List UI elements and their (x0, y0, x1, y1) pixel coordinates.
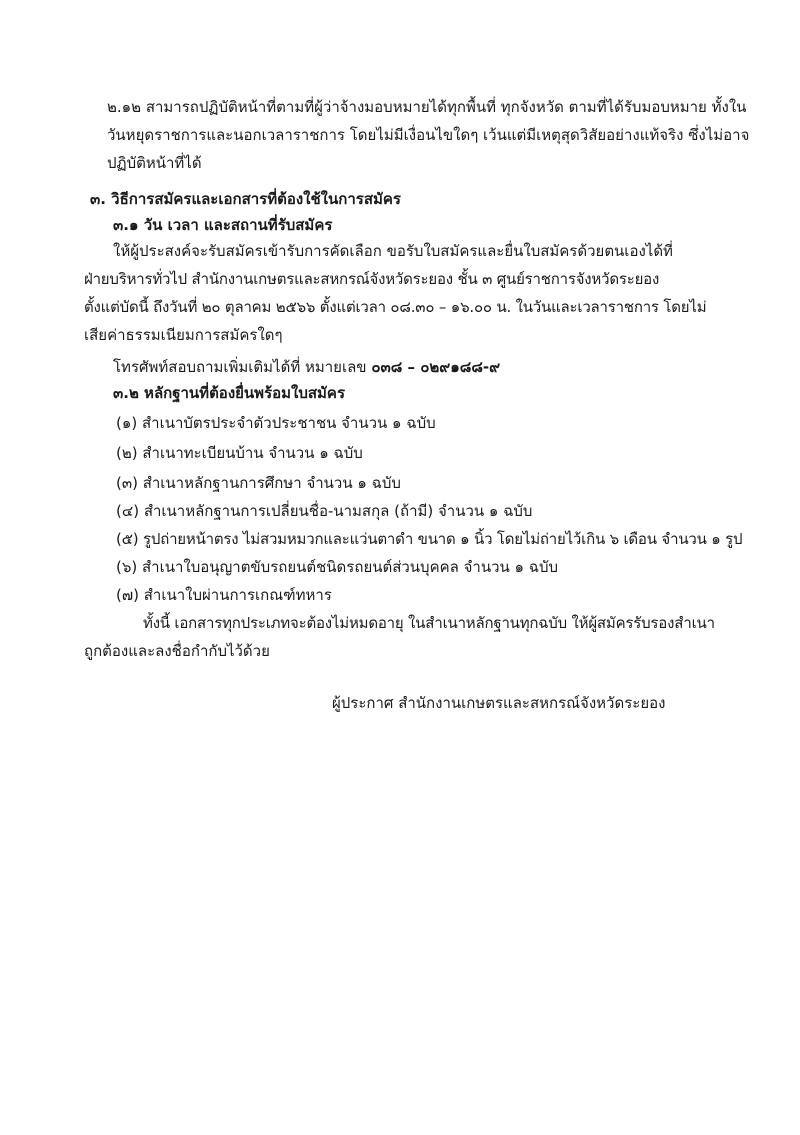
list-item: (๖) สำเนาใบอนุญาตขับรถยนต์ชนิดรถยนต์ส่วนบุคคล จำนวน ๑ ฉบับ (116, 558, 559, 576)
list-item: (๑) สำเนาบัตรประจำตัวประชาชน จำนวน ๑ ฉบับ (116, 414, 436, 432)
section-2-12-line-3: ปฏิบัติหน้าที่ได้ (107, 154, 202, 172)
section-2-12-line-1: ๒.๑๒ สามารถปฏิบัติหน้าที่ตามที่ผู้ว่าจ้างมอบหมายได้ทุกพื้นที่ ทุกจังหวัด ตามที่ได้รับมอบหมาย ทั้งใน (107, 98, 747, 116)
section-3-heading: ๓. วิธีการสมัครและเอกสารที่ต้องใช้ในการสมัคร (90, 190, 401, 208)
section-3-1-line-1: ให้ผู้ประสงค์จะรับสมัครเข้ารับการคัดเลือก ขอรับใบสมัครและยื่นใบสมัครด้วยตนเองได้ที่ (113, 242, 673, 260)
section-2-12-line-2: วันหยุดราชการและนอกเวลาราชการ โดยไม่มีเงื่อนไขใดๆ เว้นแต่มีเหตุสุดวิสัยอย่างแท้จริง ซึ่งไม่อาจ (107, 126, 750, 144)
phone-line (113, 356, 500, 378)
note-line-2: ถูกต้องและลงชื่อกำกับไว้ด้วย (84, 642, 270, 660)
list-item: (๓) สำเนาหลักฐานการศึกษา จำนวน ๑ ฉบับ (116, 474, 401, 492)
list-item: (๒) สำเนาทะเบียนบ้าน จำนวน ๑ ฉบับ (116, 444, 363, 462)
list-item: (๗) สำเนาใบผ่านการเกณฑ์ทหาร (116, 586, 332, 604)
list-item: (๕) รูปถ่ายหน้าตรง ไม่สวมหมวกและแว่นตาดำ ขนาด ๑ นิ้ว โดยไม่ถ่ายไว้เกิน ๖ เดือน จำนวน ๑ รูป (116, 530, 743, 548)
list-item: (๔) สำเนาหลักฐานการเปลี่ยนชื่อ-นามสกุล (ถ้ามี) จำนวน ๑ ฉบับ (116, 502, 533, 520)
section-3-1-line-2: ฝ่ายบริหารทั่วไป สำนักงานเกษตรและสหกรณ์จังหวัดระยอง ชั้น ๓ ศูนย์ราชการจังหวัดระยอง (84, 270, 660, 288)
section-3-1-line-3: ตั้งแต่บัดนี้ ถึงวันที่ ๒๐ ตุลาคม ๒๕๖๖ ตั้งแต่เวลา ๐๘.๓๐ – ๑๖.๐๐ น. ในวันและเวลาราชการ โดยไม่ (84, 298, 707, 316)
note-line-1: ทั้งนี้ เอกสารทุกประเภทจะต้องไม่หมดอายุ ในสำเนาหลักฐานทุกฉบับ ให้ผู้สมัครรับรองสำเนา (143, 614, 715, 632)
signature-line: ผู้ประกาศ สำนักงานเกษตรและสหกรณ์จังหวัดระยอง (332, 694, 666, 712)
section-3-1-line-4: เสียค่าธรรมเนียมการสมัครใดๆ (84, 326, 283, 344)
section-3-1-heading: ๓.๑ วัน เวลา และสถานที่รับสมัคร (113, 216, 333, 234)
phone-label: โทรศัพท์สอบถามเพิ่มเติมได้ที่ หมายเลข (113, 358, 372, 376)
section-3-2-heading: ๓.๒ หลักฐานที่ต้องยื่นพร้อมใบสมัคร (113, 384, 346, 402)
phone-number: ๐๓๘ – ๐๒๙๑๘๘-๙ (371, 358, 501, 376)
